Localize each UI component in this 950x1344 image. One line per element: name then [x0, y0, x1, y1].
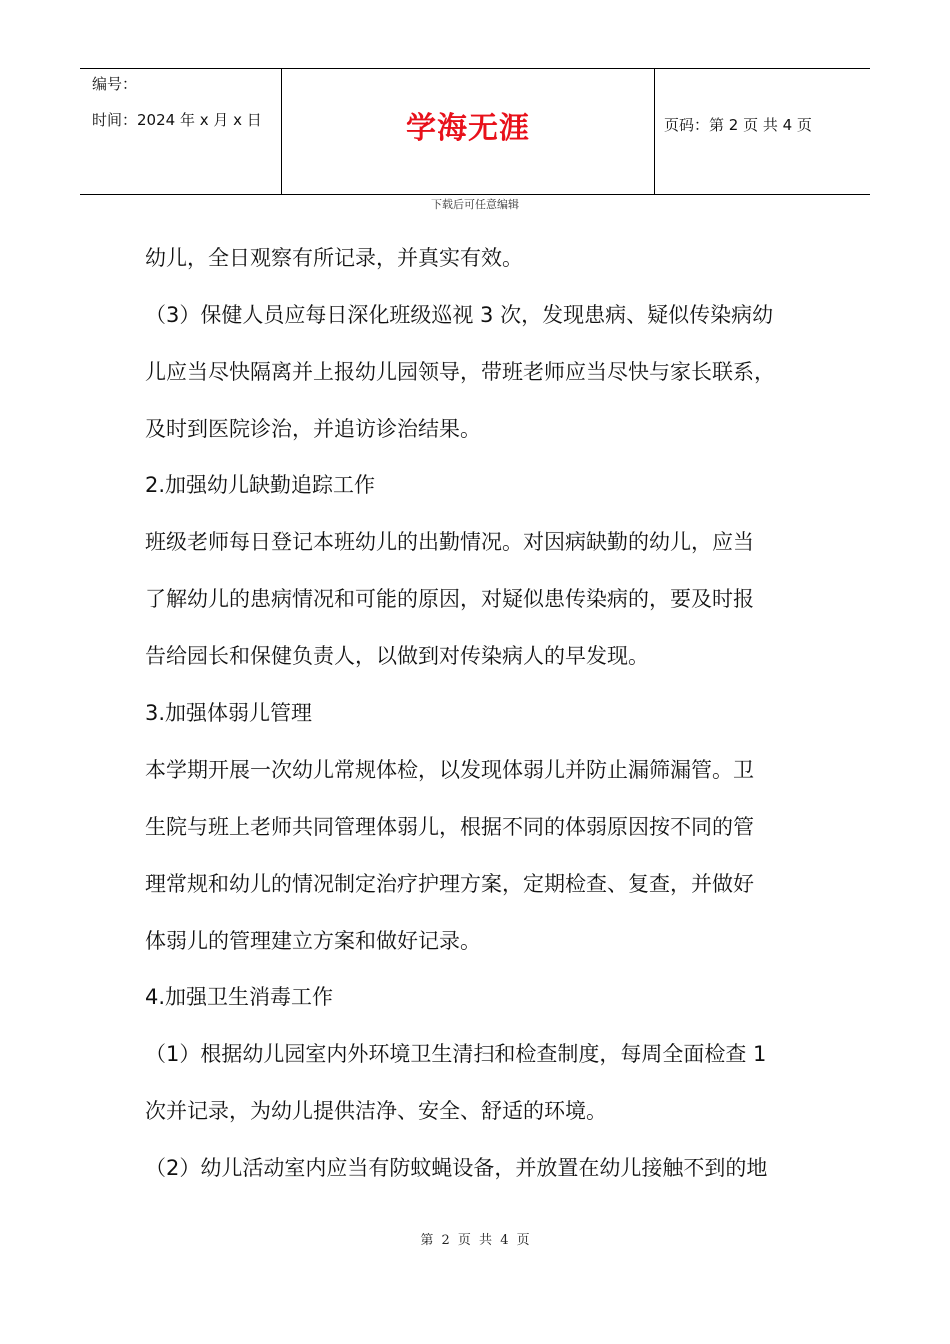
body-line: 告给园长和保健负责人，以做到对传染病人的早发现。 [145, 644, 649, 668]
body-line: 及时到医院诊治，并追访诊治结果。 [145, 417, 481, 441]
header-number-label: 编号： [92, 75, 138, 93]
body-line: 了解幼儿的患病情况和可能的原因，对疑似患传染病的，要及时报 [145, 587, 754, 611]
body-line: 生院与班上老师共同管理体弱儿，根据不同的体弱原因按不同的管 [145, 815, 754, 839]
header-time-label: 时间：2024 年 x 月 x 日 [92, 111, 262, 129]
body-line: 理常规和幼儿的情况制定治疗护理方案，定期检查、复查，并做好 [145, 872, 754, 896]
header-title: 学海无涯 [406, 111, 530, 146]
header-divider-right [654, 69, 655, 194]
section-heading: 2.加强幼儿缺勤追踪工作 [145, 473, 376, 497]
header-page-label: 页码：第 2 页 共 4 页 [664, 116, 812, 134]
section-heading: 4.加强卫生消毒工作 [145, 985, 334, 1009]
body-line: （3）保健人员应每日深化班级巡视 3 次，发现患病、疑似传染病幼 [145, 303, 774, 327]
body-line: （2）幼儿活动室内应当有防蚊蝇设备，并放置在幼儿接触不到的地 [145, 1156, 768, 1180]
body-line: 体弱儿的管理建立方案和做好记录。 [145, 929, 481, 953]
section-heading: 3.加强体弱儿管理 [145, 701, 313, 725]
body-line: 幼儿，全日观察有所记录，并真实有效。 [145, 246, 523, 270]
download-note: 下载后可任意编辑 [431, 198, 519, 211]
body-line: 班级老师每日登记本班幼儿的出勤情况。对因病缺勤的幼儿，应当 [145, 530, 754, 554]
document-header [80, 68, 870, 195]
body-line: 儿应当尽快隔离并上报幼儿园领导，带班老师应当尽快与家长联系， [145, 360, 775, 384]
body-line: （1）根据幼儿园室内外环境卫生清扫和检查制度，每周全面检查 1 [145, 1042, 767, 1066]
body-line: 次并记录，为幼儿提供洁净、安全、舒适的环境。 [145, 1099, 607, 1123]
page-footer: 第 2 页 共 4 页 [420, 1233, 530, 1248]
body-line: 本学期开展一次幼儿常规体检，以发现体弱儿并防止漏筛漏管。卫 [145, 758, 754, 782]
